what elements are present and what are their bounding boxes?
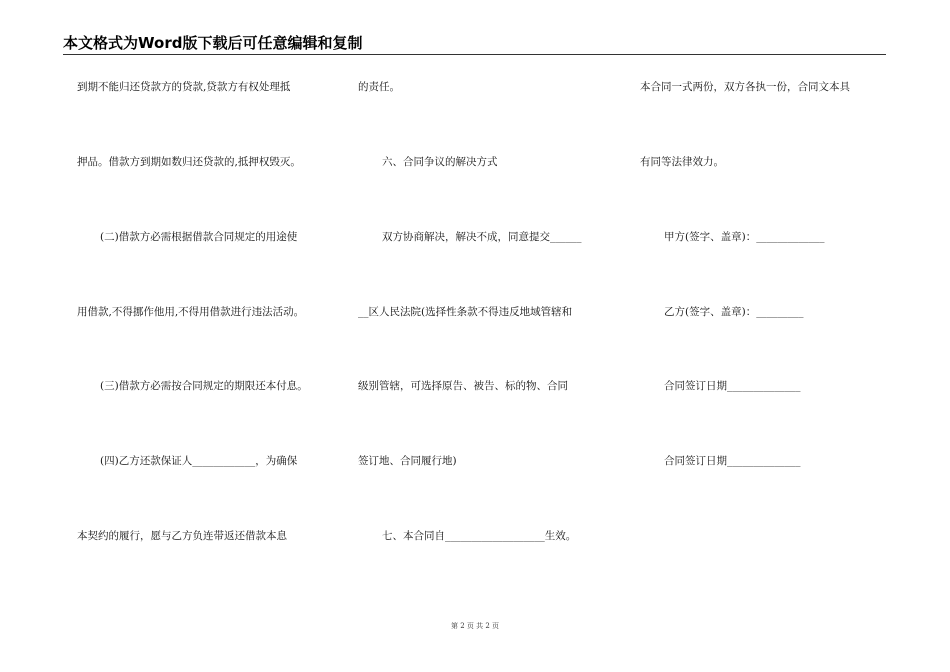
left-line-2: 押品。借款方到期如数归还贷款的,抵押权毁灭。 xyxy=(77,156,301,168)
middle-line-2: 六、合同争议的解决方式 xyxy=(382,156,498,168)
document-header xyxy=(63,34,886,55)
middle-line-5: 级别管辖，可选择原告、被告、标的物、合同 xyxy=(358,380,568,392)
right-line-3: 甲方(签字、盖章)：_____________ xyxy=(664,231,825,243)
right-line-4: 乙方(签字、盖章)：_________ xyxy=(664,306,804,318)
middle-line-6: 签订地、合同履行地) xyxy=(358,455,457,467)
right-line-5: 合同签订日期______________ xyxy=(664,380,801,392)
right-line-2: 有同等法律效力。 xyxy=(640,156,724,168)
left-line-6: (四)乙方还款保证人____________，为确保 xyxy=(100,455,298,467)
left-line-5: (三)借款方必需按合同规定的期限还本付息。 xyxy=(100,380,308,392)
left-line-7: 本契约的履行，愿与乙方负连带返还借款本息 xyxy=(77,530,287,542)
left-line-3: (二)借款方必需根据借款合同规定的用途使 xyxy=(100,231,298,243)
middle-line-7: 七、本合同自___________________生效。 xyxy=(382,530,577,542)
page-number: 第 2 页 共 2 页 xyxy=(450,622,500,630)
header-title: 本文格式为Word版下载后可任意编辑和复制 xyxy=(63,34,363,52)
middle-line-4: __区人民法院(选择性条款不得违反地域管辖和 xyxy=(358,306,573,318)
right-line-1: 本合同一式两份，双方各执一份，合同文本具 xyxy=(640,81,850,93)
middle-line-1: 的责任。 xyxy=(358,81,400,93)
left-line-4: 用借款,不得挪作他用,不得用借款进行违法活动。 xyxy=(77,306,305,318)
middle-line-3: 双方协商解决，解决不成，同意提交______ xyxy=(382,231,582,243)
right-line-6: 合同签订日期______________ xyxy=(664,455,801,467)
left-line-1: 到期不能归还贷款方的贷款,贷款方有权处理抵 xyxy=(77,81,291,93)
